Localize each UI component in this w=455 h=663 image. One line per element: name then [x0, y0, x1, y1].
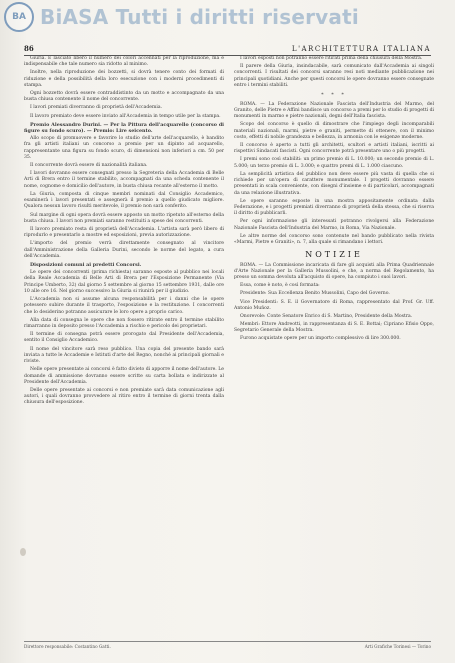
watermark-banner — [0, 0, 455, 34]
paragraph: L'Accademia non si assume alcuna responsabilità per i danni che le opere potessero subire durante il trasporto, l'esposizione e la restituzione. I concorrenti che lo desiderino potranno assicurare le loro opere a proprio carico. — [24, 297, 224, 315]
left-text-column — [24, 56, 224, 409]
paragraph: Le altre norme del concorso sono contenute nel bando pubblicato nella rivista «Marmi, Pietre e Graniti», n. 7, alla quale si rimandano i lettori. — [234, 233, 434, 246]
paragraph: Ogni bozzetto dovrà essere contraddistinto da un motto e accompagnato da una busta chiusa contenente il nome del concorrente. — [24, 91, 224, 103]
paragraph: La semplicità artistica del pubblico non deve essere più vasta di quella che si richiede per un'opera di carattere monumentale. I progetti dovranno essere presentati in scala conveniente, con disegni d'insieme e di particolari, accompagnati da una relazione illustrativa. — [234, 171, 434, 196]
section-separator: * * * — [321, 92, 347, 99]
section-heading: Premio Alessandro Durini. — Per la Pittura dell'acquarello (concorso di figure su fondo scuro). — Premio: Lire seicento. — [24, 121, 224, 134]
paragraph: Le opere dei concorrenti (prima richiesta) saranno esposte al pubblico nei locali della Reale Accademia di Belle Arti di Brera per l'Esposizione Permanente (Via Principe Umberto, 32) dal giorno 5 settembre al giorno 15 settembre 1931, dalle ore 10 alle ore 16. Nel giorno successivo la Giuria si riunirà per il giudizio. — [24, 270, 224, 294]
paragraph: ROMA. — La Federazione Nazionale Fascista dell'Industria del Marmo, del Granito, delle Pietre e Affini bandisce un concorso a premi per lo studio di progetti di monumenti in marmo e pietre nazionali, degni dell'Italia fascista. — [234, 101, 434, 120]
biasa-logo-icon: BA — [4, 2, 34, 32]
section-heading: Disposizioni comuni ai predetti Concorsi. — [30, 261, 142, 268]
paragraph: Nelle opere presentate ai concorsi è fatto divieto di apporre il nome dell'autore. Le domande di ammissione dovranno essere scritte su carta bollata e indirizzate al Presidente dell'Accademia. — [24, 367, 224, 385]
paragraph: Inoltre, nella riproduzione dei bozzetti, si dovrà tenere conto dei formati di riduzione e della possibilità della loro esecuzione con i moderni procedimenti di stampa. — [24, 70, 224, 88]
paragraph: Il concorso è aperto a tutti gli architetti, scultori e artisti italiani, iscritti ai rispettivi Sindacati fascisti. Ogni concorrente potrà presentare uno o più progetti. — [234, 142, 434, 155]
paragraph: Il nome del vincitore sarà reso pubblico. Una copia del presente bando sarà inviata a tutte le Accademie e Istituti d'arte del Regno, nonché ai principali giornali e riviste. — [24, 346, 224, 365]
paragraph: Il lavoro premiato deve essere inviato all'Accademia in tempo utile per la stampa. — [30, 113, 221, 119]
page-header — [24, 44, 431, 56]
paragraph: Per ogni informazione gli interessati potranno rivolgersi alla Federazione Nazionale Fascista dell'Industria del Marmo, in Roma, Via Nazionale. — [234, 219, 434, 231]
notizie-heading: NOTIZIE — [305, 250, 363, 260]
paragraph: Vice Presidenti: S. E. il Governatore di Roma, rappresentato dal Prof. Gr. Uff. Antonio Muñoz. — [234, 299, 434, 311]
paragraph: Allo scopo di promuovere e favorire lo studio dell'arte dell'acquarello, è bandito fra gli artisti italiani un concorso a premio per un dipinto ad acquarello, rappresentante una figura su fondo scuro, di dimensioni non inferiori a cm. 50 per 35. — [24, 136, 224, 160]
paragraph: Il lavoro premiato resta di proprietà dell'Accademia. L'artista sarà però libero di riprodurlo e presentarlo a mostre ed esposizioni, previa autorizzazione. — [24, 226, 224, 239]
watermark-text: BiASA Tutti i diritti riservati — [40, 5, 359, 29]
paragraph: Membri: Ettore Andreotti, in rappresentanza di S. E. Bottai; Cipriano Efisio Oppo, Segretario Generale della Mostra. — [234, 322, 434, 334]
paragraph: Onorevole: Conte Senatore Enrico di S. Martino, Presidente della Mostra. — [240, 313, 413, 319]
paragraph: Alla data di consegna le opere che non fossero ritirate entro il termine stabilito rimarranno in deposito presso l'Accademia a rischio e pericolo dei proprietari. — [24, 317, 224, 330]
paragraph: Essa, come è noto, è così formata: — [240, 283, 320, 289]
paragraph: Delle opere presentate ai concorsi e non premiate sarà data comunicazione agli autori, i quali dovranno provvedere al ritiro entro il termine di giorni trenta dalla chiusura dell'esposizione. — [24, 387, 224, 406]
paragraph: Giuria. È lasciato libero il numero dei colori accennati per la riproduzione, ma è indispensabile che tale numero sia ridotto al minimo. — [24, 56, 224, 68]
page-number: 86 — [24, 44, 34, 53]
paragraph: Presidente: Sua Eccellenza Benito Mussolini, Capo del Governo. — [240, 291, 390, 297]
right-text-column — [234, 56, 434, 345]
paragraph: I lavori dovranno essere consegnati presso la Segreteria della Accademia di Belle Arti di Brera entro il termine stabilito, accompagnati da una scheda contenente il nome, cognome e domicilio dell'autore, in busta chiusa recante all'esterno il motto. — [24, 171, 224, 189]
paragraph: ROMA. — La Commissione incaricata di fare gli acquisti alla Prima Quadriennale d'Arte Nazionale per la Galleria Mussolini, e che, a norma del Regolamento, ha presso un somma devoluta all'acquisto di opere, ha compiuto i suoi lavori. — [234, 262, 434, 281]
paragraph: Le opere saranno esposte in una mostra appositamente ordinata dalla Federazione, e i progetti premiati diverranno di proprietà della stessa, che si riserva il diritto di pubblicarli. — [234, 198, 434, 217]
page-footer — [24, 641, 431, 649]
ink-blot — [20, 548, 26, 556]
paragraph: La Giuria, composta di cinque membri nominati dal Consiglio Accademico, esaminerà i lavori presentati e assegnerà il premio a quello giudicato migliore. Qualora nessun lavoro risulti meritevole, il premio non sarà conferito. — [24, 191, 224, 210]
paragraph: I lavori premiati diverranno di proprietà dell'Accademia. — [30, 105, 163, 111]
paragraph: Il termine di consegna potrà essere prorogato dal Presidente dell'Accademia, sentito il Consiglio Accademico. — [24, 332, 224, 344]
paragraph: I premi sono così stabiliti: un primo premio di L. 10.000; un secondo premio di L. 5.000; un terzo premio di L. 3.000; e quattro premi di L. 1.000 ciascuno. — [234, 157, 434, 169]
paragraph: I lavori esposti non potranno essere ritirati prima della chiusura della Mostra. — [240, 56, 423, 61]
paragraph: Furono acquistate opere per un importo complessivo di lire 300.000. — [240, 336, 401, 342]
paragraph: L'importo del premio verrà direttamente consegnato al vincitore dall'Amministrazione della Galleria Durini, secondo le norme del legato, a cura dell'Accademia. — [24, 241, 224, 259]
paragraph: Il concorrente dovrà essere di nazionalità italiana. — [30, 163, 148, 169]
footer-editor: Direttore responsabile: Costantino Gatti. — [24, 644, 111, 649]
paragraph: Scopo del concorso è quello di dimostrare che l'impiego degli incomparabili materiali nazionali, marmi, pietre e graniti, permette di ottenere, con il minimo costo, effetti di nobile grandezza e bellezza, in armonia con le esigenze moderne. — [234, 122, 434, 140]
footer-printer: Arti Grafiche Torinesi — Torino — [364, 644, 431, 649]
journal-title: L'ARCHITETTURA ITALIANA — [291, 45, 431, 53]
paragraph: Sul margine di ogni opera dovrà essere apposto un motto ripetuto all'esterno della busta chiusa. I lavori non premiati saranno restituiti a spese dei concorrenti. — [24, 212, 224, 224]
paragraph: Il parere della Giuria, insindacabile, sarà comunicato dall'Accademia ai singoli concorrenti. I risultati dei concorsi saranno resi noti mediante pubblicazione nei principali quotidiani. Anche per questi concorsi le opere dovranno essere consegnate entro i termini stabiliti. — [234, 64, 434, 88]
